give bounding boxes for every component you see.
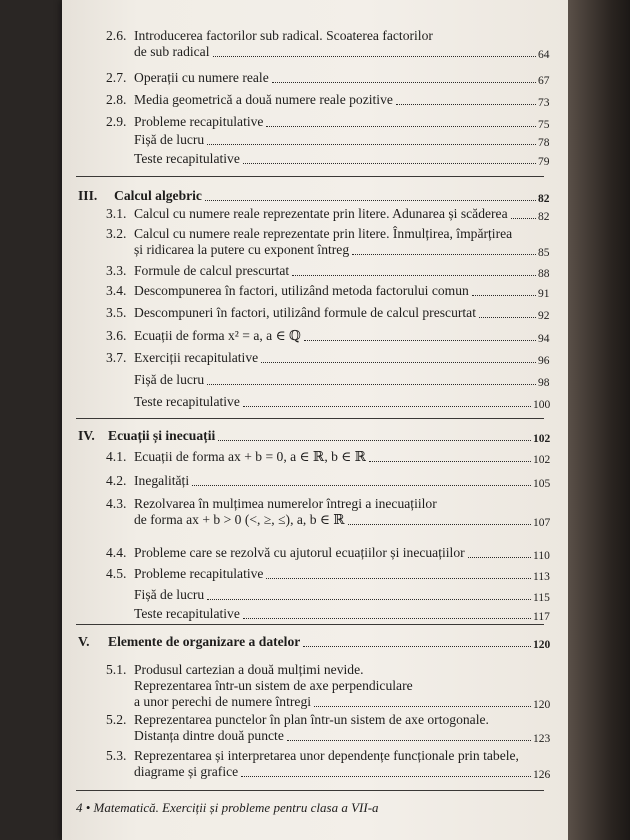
toc-title-line: Probleme recapitulative — [134, 114, 264, 129]
toc-title-line: Ecuații de forma x² = a, a ∈ ℚ — [134, 328, 301, 343]
toc-title-line: Formule de calcul prescurtat — [134, 263, 290, 278]
toc-title-line: Reprezentarea într-un sistem de axe perpendiculare — [134, 678, 413, 693]
toc-leader-dots — [207, 599, 531, 600]
book-page — [62, 0, 568, 840]
toc-title-line: Exerciții recapitulative — [134, 350, 259, 365]
toc-title-line: Fișă de lucru — [134, 372, 205, 387]
toc-page-number: 115 — [533, 592, 550, 604]
toc-page-number: 82 — [538, 193, 550, 205]
toc-page-number: 120 — [533, 699, 551, 711]
toc-number: V. — [78, 634, 90, 649]
toc-title-line: Rezolvarea în mulțimea numerelor întregi a inecuațiilor — [134, 496, 437, 511]
toc-page-number: 75 — [538, 119, 550, 131]
toc-title-line: Operații cu numere reale — [134, 70, 269, 85]
toc-title-line: de sub radical — [134, 44, 210, 59]
toc-title-line: Elemente de organizare a datelor — [108, 634, 301, 649]
toc-page-number: 126 — [533, 769, 551, 781]
toc-page-number: 102 — [533, 433, 551, 445]
toc-title-line: Descompuneri în factori, utilizând formule de calcul prescurtat — [134, 305, 476, 320]
toc-page-number: 123 — [533, 733, 551, 745]
toc-page-number: 92 — [538, 310, 550, 322]
toc-page-number: 98 — [538, 377, 550, 389]
toc-leader-dots — [213, 56, 536, 57]
toc-title-line: Teste recapitulative — [134, 606, 240, 621]
toc-page-number: 73 — [538, 97, 550, 109]
toc-page-number: 96 — [538, 355, 550, 367]
toc-page-number: 88 — [538, 268, 550, 280]
toc-page-number: 105 — [533, 478, 551, 490]
toc-title-line: Fișă de lucru — [134, 132, 205, 147]
toc-page-number: 113 — [533, 571, 550, 583]
section-divider — [76, 418, 544, 419]
toc-title-line: Calcul cu numere reale reprezentate prin litere. Adunarea și scăderea — [134, 206, 508, 221]
toc-page-number: 67 — [538, 75, 550, 87]
toc-leader-dots — [468, 557, 531, 558]
toc-number: 4.2. — [106, 473, 127, 488]
toc-title-line: Teste recapitulative — [134, 151, 240, 166]
toc-leader-dots — [207, 384, 536, 385]
toc-number: 4.3. — [106, 496, 127, 511]
toc-number: 4.5. — [106, 566, 127, 581]
toc-number: 3.3. — [106, 263, 127, 278]
toc-title-line: Descompunerea în factori, utilizând metoda factorului comun — [134, 283, 469, 298]
toc-page-number: 102 — [533, 454, 551, 466]
toc-page-number: 100 — [533, 399, 551, 411]
section-divider — [76, 176, 544, 177]
toc-title-line: a unor perechi de numere întregi — [134, 694, 312, 709]
toc-title-line: Ecuații de forma ax + b = 0, a ∈ ℝ, b ∈ ℝ — [134, 449, 367, 464]
toc-leader-dots — [304, 340, 536, 341]
toc-number: III. — [78, 188, 98, 203]
section-divider — [76, 790, 544, 791]
toc-page-number: 82 — [538, 211, 550, 223]
toc-leader-dots — [261, 362, 536, 363]
toc-number: 3.7. — [106, 350, 127, 365]
toc-page-number: 85 — [538, 247, 550, 259]
toc-title-line: Inegalități — [134, 473, 190, 488]
toc-leader-dots — [348, 524, 531, 525]
table-of-contents — [62, 0, 568, 840]
toc-leader-dots — [243, 618, 531, 619]
toc-leader-dots — [314, 706, 531, 707]
toc-page-number: 107 — [533, 517, 551, 529]
toc-leader-dots — [192, 485, 531, 486]
toc-page-number: 117 — [533, 611, 550, 623]
toc-title-line: Probleme recapitulative — [134, 566, 264, 581]
toc-page-number: 94 — [538, 333, 550, 345]
toc-number: 5.3. — [106, 748, 127, 763]
toc-leader-dots — [266, 578, 531, 579]
toc-number: 5.1. — [106, 662, 127, 677]
toc-number: 5.2. — [106, 712, 127, 727]
toc-leader-dots — [241, 776, 531, 777]
toc-page-number: 110 — [533, 550, 550, 562]
section-divider — [76, 624, 544, 625]
toc-leader-dots — [218, 440, 531, 441]
toc-title-line: Produsul cartezian a două mulțimi nevide. — [134, 662, 364, 677]
toc-title-line: Media geometrică a două numere reale pozitive — [134, 92, 393, 107]
toc-leader-dots — [369, 461, 531, 462]
toc-number: 2.8. — [106, 92, 127, 107]
toc-title-line: Fișă de lucru — [134, 587, 205, 602]
toc-leader-dots — [511, 218, 536, 219]
toc-title-line: Distanța dintre două puncte — [134, 728, 284, 743]
background-edge — [568, 0, 630, 840]
toc-title-line: de forma ax + b > 0 (<, ≥, ≤), a, b ∈ ℝ — [134, 512, 345, 527]
toc-number: IV. — [78, 428, 95, 443]
toc-title-line: Calcul algebric — [114, 188, 202, 203]
toc-page-number: 64 — [538, 49, 550, 61]
toc-number: 4.1. — [106, 449, 127, 464]
toc-title-line: Calcul cu numere reale reprezentate prin litere. Înmulțirea, împărțirea — [134, 226, 513, 241]
toc-number: 3.2. — [106, 226, 127, 241]
toc-leader-dots — [352, 254, 536, 255]
toc-page-number: 79 — [538, 156, 550, 168]
toc-title-line: Probleme care se rezolvă cu ajutorul ecuațiilor și inecuațiilor — [134, 545, 465, 560]
toc-title-line: Reprezentarea și interpretarea unor dependențe funcționale prin tabele, — [134, 748, 519, 763]
toc-number: 2.9. — [106, 114, 127, 129]
page-footer: 4 • Matematică. Exerciții și probleme pentru clasa a VII-a — [76, 800, 379, 815]
toc-title-line: Teste recapitulative — [134, 394, 240, 409]
toc-title-line: Introducerea factorilor sub radical. Scoaterea factorilor — [134, 28, 433, 43]
toc-leader-dots — [303, 646, 531, 647]
toc-number: 3.6. — [106, 328, 127, 343]
toc-title-line: diagrame și grafice — [134, 764, 239, 779]
toc-leader-dots — [266, 126, 536, 127]
toc-leader-dots — [243, 406, 531, 407]
toc-leader-dots — [479, 317, 536, 318]
toc-number: 2.7. — [106, 70, 127, 85]
toc-leader-dots — [205, 200, 536, 201]
toc-page-number: 78 — [538, 137, 550, 149]
toc-leader-dots — [472, 295, 536, 296]
toc-title-line: Ecuații și inecuații — [108, 428, 216, 443]
toc-leader-dots — [292, 275, 536, 276]
toc-leader-dots — [396, 104, 536, 105]
toc-title-line: Reprezentarea punctelor în plan într-un sistem de axe ortogonale. — [134, 712, 489, 727]
toc-leader-dots — [287, 740, 531, 741]
toc-number: 3.4. — [106, 283, 127, 298]
toc-leader-dots — [272, 82, 536, 83]
toc-number: 4.4. — [106, 545, 127, 560]
toc-page-number: 120 — [533, 639, 551, 651]
toc-title-line: și ridicarea la putere cu exponent întreg — [134, 242, 350, 257]
toc-number: 3.5. — [106, 305, 127, 320]
toc-leader-dots — [207, 144, 536, 145]
toc-number: 2.6. — [106, 28, 127, 43]
toc-page-number: 91 — [538, 288, 550, 300]
toc-leader-dots — [243, 163, 536, 164]
toc-number: 3.1. — [106, 206, 127, 221]
